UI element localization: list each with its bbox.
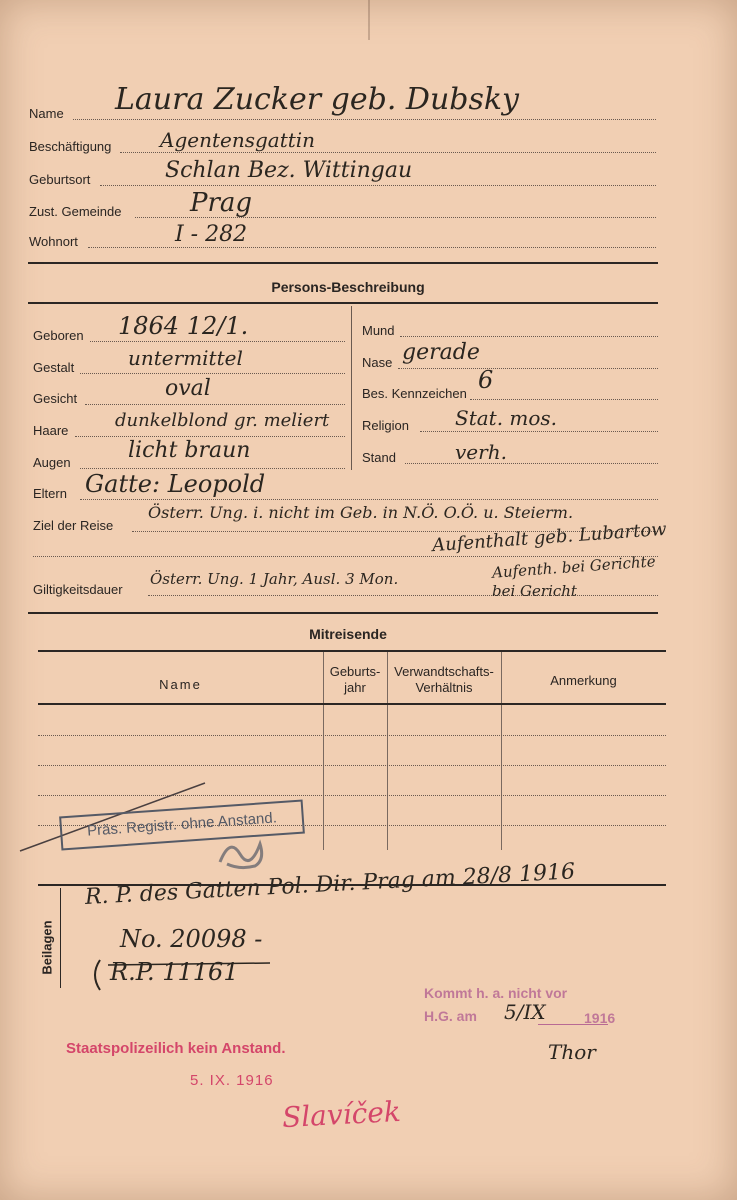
destination-value-2: Aufenthalt geb. Lubartow <box>431 518 668 557</box>
section-title-companions: Mitreisende <box>309 626 387 642</box>
table-top-border <box>38 650 666 652</box>
attachments-bracket <box>90 955 290 995</box>
kommt-day: 5/IX <box>504 1000 546 1024</box>
residence-label: Wohnort <box>29 234 78 249</box>
validity-value: Österr. Ung. 1 Jahr, Ausl. 3 Mon. <box>150 570 399 588</box>
table-header-border <box>38 703 666 705</box>
col-header-note: Anmerkung <box>550 673 617 688</box>
eyes-label: Augen <box>33 455 71 470</box>
col-header-name: Name <box>159 677 202 692</box>
birthplace-value: Schlan Bez. Wittingau <box>165 158 413 183</box>
ink-scribble <box>215 832 275 872</box>
kommt-signature: Thor <box>548 1040 596 1064</box>
born-label: Geboren <box>33 328 84 343</box>
divider <box>28 612 658 614</box>
fold-crease <box>368 0 370 40</box>
validity-value-2: Aufenth. bei Gerichte <box>491 552 657 582</box>
validity-value-3: bei Gericht <box>492 582 577 600</box>
col-header-relation: Verwandtschafts- Verhältnis <box>394 664 494 695</box>
birthplace-label: Geburtsort <box>29 172 91 187</box>
registry-stamp: Präs. Registr. ohne Anstand. <box>59 800 305 851</box>
nose-value: gerade <box>402 340 480 365</box>
attachments-divider <box>60 888 61 988</box>
face-value: oval <box>165 376 211 401</box>
col-header-birth-year: Geburts- jahr <box>329 664 381 695</box>
name-value: Laura Zucker geb. Dubsky <box>115 82 520 117</box>
municipality-label: Zust. Gemeinde <box>29 204 122 219</box>
section-title-description: Persons-Beschreibung <box>271 279 425 295</box>
municipality-value: Prag <box>190 188 253 218</box>
marks-label: Bes. Kennzeichen <box>362 386 467 401</box>
eyes-value: licht braun <box>128 438 251 463</box>
occupation-value: Agentensgattin <box>160 128 316 152</box>
marks-value: 6 <box>478 366 494 394</box>
religion-value: Stat. mos. <box>455 406 558 430</box>
build-value: untermittel <box>128 346 243 370</box>
kommt-stamp-line2: H.G. am <box>424 1008 477 1024</box>
face-label: Gesicht <box>33 391 78 406</box>
divider <box>28 302 658 304</box>
nose-label: Nase <box>362 355 393 370</box>
residence-value: I - 282 <box>175 222 248 247</box>
destination-label: Ziel der Reise <box>33 518 114 533</box>
parents-value: Gatte: Leopold <box>85 470 266 498</box>
kommt-stamp: Kommt h. a. nicht vor <box>424 985 568 1001</box>
religion-label: Religion <box>362 418 409 433</box>
divider <box>28 262 658 264</box>
attachments-line2: No. 20098 - <box>120 925 263 953</box>
occupation-label: Beschäftigung <box>29 139 112 154</box>
destination-value: Österr. Ung. i. nicht im Geb. in N.Ö. O.Ö. u. Steierm. <box>148 503 574 522</box>
status-value: verh. <box>455 440 507 464</box>
build-label: Gestalt <box>33 360 75 375</box>
column-divider <box>351 306 352 470</box>
hair-label: Haare <box>33 423 69 438</box>
status-label: Stand <box>362 450 396 465</box>
kommt-year: 1916 <box>584 1010 616 1026</box>
born-value: 1864 12/1. <box>118 312 249 340</box>
mouth-label: Mund <box>362 323 395 338</box>
police-stamp: Staatspolizeilich kein Anstand. <box>66 1040 286 1057</box>
parents-label: Eltern <box>33 486 67 501</box>
police-stamp-date: 5. IX. 1916 <box>190 1072 274 1089</box>
name-label: Name <box>29 106 64 121</box>
validity-label: Giltigkeitsdauer <box>33 582 123 597</box>
hair-value: dunkelblond gr. meliert <box>115 410 330 431</box>
attachments-label: Beilagen <box>39 920 55 975</box>
red-signature: Slavíček <box>281 1094 402 1135</box>
attachments-line3: R.P. 11161 <box>110 958 239 986</box>
attachments-line1: R. P. des Gatten Pol. Dir. Prag am 28/8 1916 <box>84 859 576 910</box>
